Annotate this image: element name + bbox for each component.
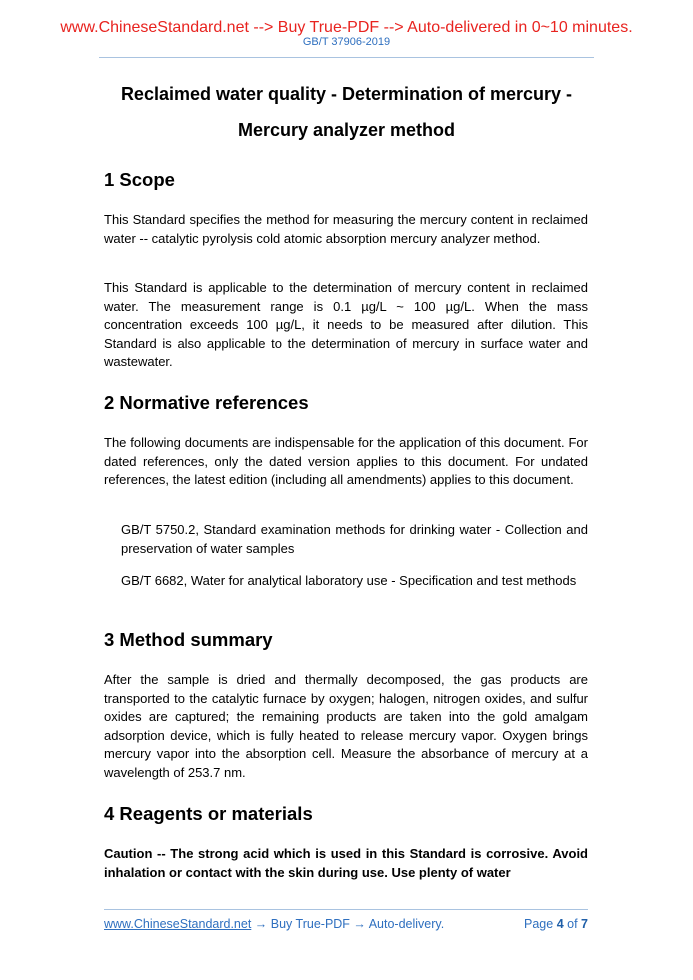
footer-links — [104, 916, 444, 932]
page-label: Page — [524, 917, 554, 931]
footer-divider — [104, 909, 588, 910]
reference-gbt-5750-2: GB/T 5750.2, Standard examination methods for drinking water - Collection and preservation of water samples — [121, 522, 588, 556]
total-pages-number: 7 — [581, 917, 588, 931]
section-heading-reagents: 4 Reagents or materials — [104, 803, 313, 824]
section-heading-scope: 1 Scope — [104, 169, 175, 190]
footer-delivery-text: → Buy True-PDF → Auto-delivery. — [251, 917, 445, 931]
header-divider — [99, 57, 594, 58]
scope-paragraph-2: This Standard is applicable to the determination of mercury content in reclaimed water. The measurement range is 0.1 µg/L ~ 100 µg/L. When the mass concentration exceeds 100 µg/L, it needs to be measured after dilution. This Standard is also applicable to the determination of mercury in surface water and wastewater. — [104, 280, 588, 370]
current-page-number: 4 — [556, 917, 564, 931]
caution-paragraph: Caution -- The strong acid which is used in this Standard is corrosive. Avoid inhalation or contact with the skin during use. Use plenty of water — [104, 846, 588, 880]
section-heading-normative-references: 2 Normative references — [104, 392, 309, 413]
footer-site-link[interactable]: www.ChineseStandard.net — [104, 917, 252, 931]
scope-paragraph-1: This Standard specifies the method for measuring the mercury content in reclaimed water -- catalytic pyrolysis cold atomic absorption mercury analyzer method. — [104, 212, 588, 246]
reference-gbt-6682: GB/T 6682, Water for analytical laboratory use - Specification and test methods — [121, 573, 577, 588]
document-title-line-2: Mercury analyzer method — [237, 120, 456, 140]
section-heading-method-summary: 3 Method summary — [104, 629, 273, 650]
standard-code: GB/T 37906-2019 — [302, 36, 391, 48]
promo-banner[interactable]: www.ChineseStandard.net --> Buy True-PDF --> Auto-delivered in 0~10 minutes. — [60, 19, 633, 36]
of-label: of — [567, 917, 578, 931]
document-title-line-1: Reclaimed water quality - Determination of mercury - — [120, 84, 573, 104]
method-summary-paragraph: After the sample is dried and thermally decomposed, the gas products are transported to the catalytic furnace by oxygen; halogen, nitrogen oxides, and sulfur oxides are captured; the remaining products are taken into the gold amalgam adsorption device, which is fully heated to release mercury vapor. Oxygen brings mercury vapor into the absorption cell. Measure the absorbance of mercury at a wavelength of 253.7 nm. — [104, 672, 588, 780]
page-indicator — [524, 916, 588, 932]
normative-paragraph: The following documents are indispensable for the application of this document. For dated references, only the dated version applies to this document. For undated references, the latest edition (including all amendments) applies to this document. — [104, 435, 588, 488]
